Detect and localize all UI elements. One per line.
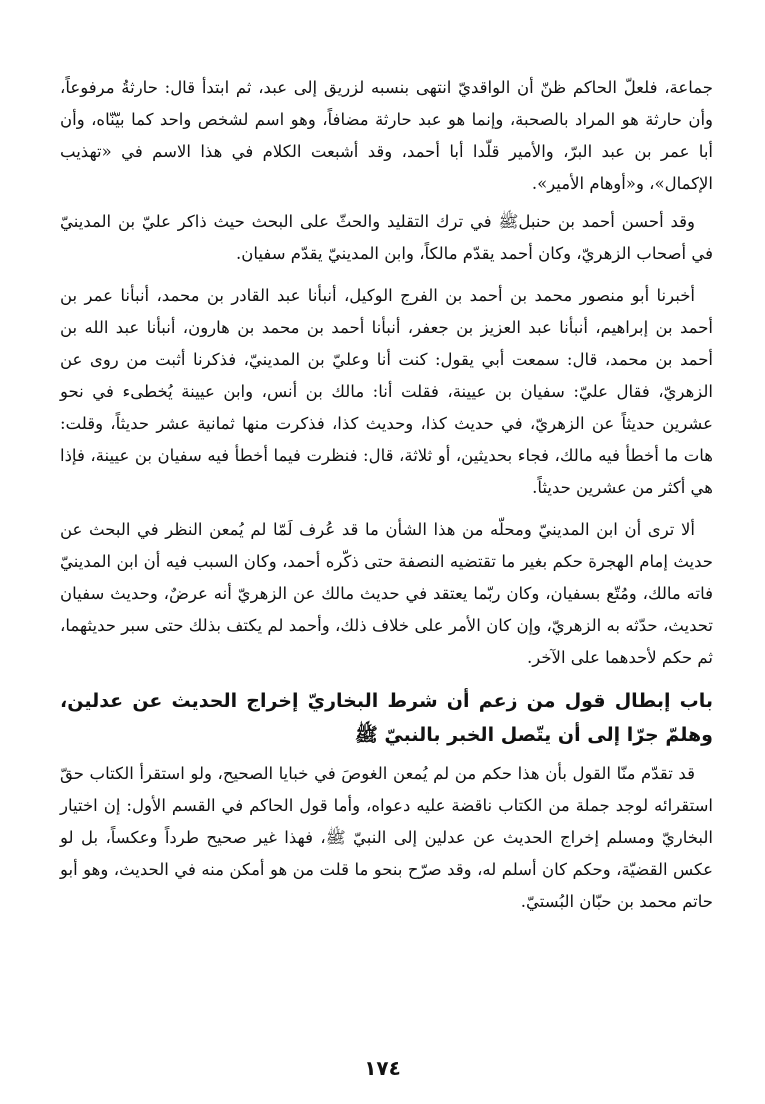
- chapter-heading: باب إبطال قول من زعم أن شرط البخاريّ إخراج الحديث عن عدلين، وهلمّ جرّا إلى أن يتّصل الخبر بالنبيّ ﷺ: [60, 690, 713, 746]
- page-body: [60, 72, 713, 918]
- paragraph-1: جماعة، فلعلّ الحاكم ظنّ أن الواقديّ انتهى بنسبه لزريق إلى عبد، ثم ابتدأ قال: حارثةُ مرفوعاً، وأن حارثة هو المراد بالصحبة، وإنما هو عبد حارثة مضافاً، وهو اسم لشخص واحد كما بيّنّاه، وأن أبا عمر بن عبد البرّ، والأمير قلّدا أبا أحمد، وقد أشبعت الكلام في هذا الاسم في «تهذيب الإكمال»، و«أوهام الأمير».: [60, 78, 713, 193]
- paragraph-5: قد تقدّم منّا القول بأن هذا حكم من لم يُمعن الغوصَ في خبايا الصحيح، ولو استقرأ الكتاب حقّ استقرائه لوجد جملة من الكتاب ناقضة عليه دعواه، وأما قول الحاكم في القسم الأول: إن اختيار البخاريّ ومسلم إخراج الحديث عن عدلين إلى النبيّ ﷺ، فهذا غير صحيح طرداً وعكساً، بل لو عكس القضيّة، وحكم كان أسلم له، وقد صرّح بنحو ما قلت من هو أمكن منه في الحديث، وهو أبو حاتم محمد بن حبّان البُستيّ.: [60, 764, 713, 911]
- paragraph-3: أخبرنا أبو منصور محمد بن أحمد بن الفرج الوكيل، أنبأنا عبد القادر بن محمد، أنبأنا عمر بن أحمد بن إبراهيم، أنبأنا عبد العزيز بن جعفر، أنبأنا أحمد بن محمد بن هارون، أنبأنا عبد الله بن أحمد بن محمد، قال: سمعت أبي يقول: كنت أنا وعليّ بن المدينيّ، فذكرنا أثبت من روى عن الزهريّ، فقال عليّ: سفيان بن عيينة، فقلت أنا: مالك بن أنس، وابن عيينة يُخطىء في نحو عشرين حديثاً عن الزهريّ، في حديث كذا، وحديث كذا، فذكرت منها ثمانية عشر حديثاً، وقلت: هات ما أخطأ فيه مالك، فجاء بحديثين، أو ثلاثة، قال: فنظرت فيما أخطأ فيه سفيان بن عيينة، فإذا هي أكثر من عشرين حديثاً.: [60, 286, 713, 497]
- paragraph-2: وقد أحسن أحمد بن حنبلﷺ في ترك التقليد والحثّ على البحث حيث ذاكر عليّ بن المدينيّ في أصحاب الزهريّ، وكان أحمد يقدّم مالكاً، وابن المدينيّ يقدّم سفيان.: [60, 212, 713, 263]
- paragraph-4: ألا ترى أن ابن المدينيّ ومحلّه من هذا الشأن ما قد عُرف لَمّا لم يُمعن النظر في البحث عن حديث إمام الهجرة حكم بغير ما تقتضيه النصفة حتى ذكّره أحمد، وكان السبب فيه أن ابن المدينيّ فاته مالك، ومُتّع بسفيان، وكان ربّما يعتقد في حديث مالك عن الزهريّ أنه عرضٌ، وحديث سفيان تحديث، حدّثه به الزهريّ، وإن كان الأمر على خلاف ذلك، وأحمد لم يكتف بذلك حتى سبر حديثهما، ثم حكم لأحدهما على الآخر.: [60, 520, 713, 667]
- page-number: ١٧٤: [364, 1056, 401, 1080]
